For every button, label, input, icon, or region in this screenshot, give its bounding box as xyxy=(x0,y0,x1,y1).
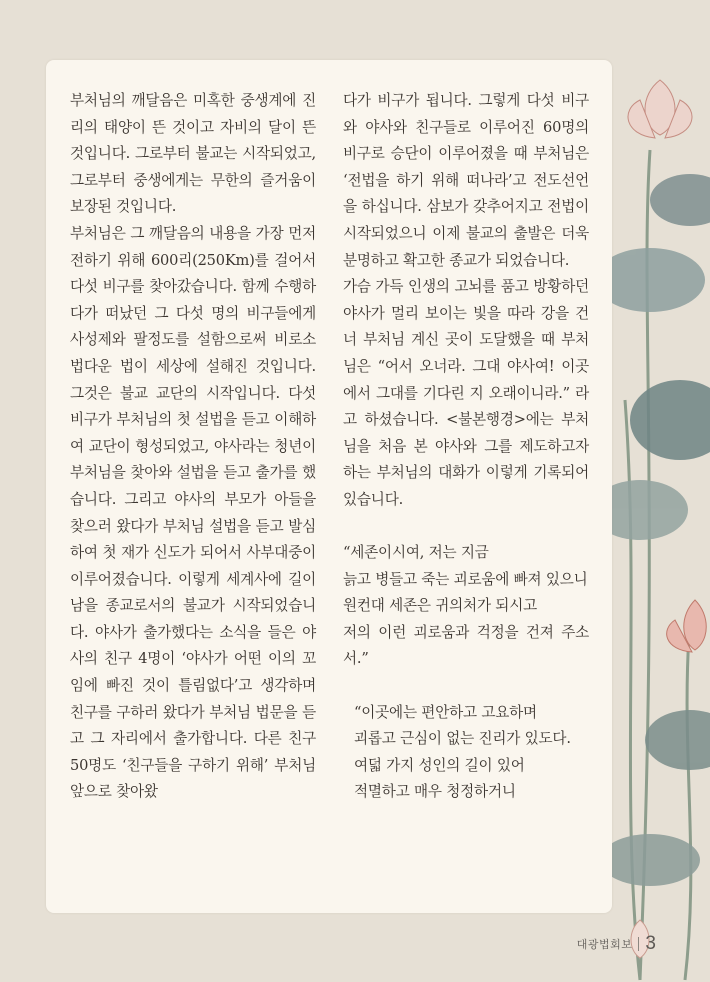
left-column xyxy=(70,88,316,806)
paragraph-3: 다가 비구가 됩니다. 그렇게 다섯 비구와 야사와 친구들로 이루어진 60명의 비구로 승단이 이루어졌을 때 부처님은 ‘전법을 하기 위해 떠나라’고 전도선언을 하십니다. 삼보가 갖추어지고 전법이 시작되었으니 이제 불교의 출발은 더욱 분명하고 확고한 종교가 되었습니다. xyxy=(343,92,589,269)
verse-line: 늙고 병들고 죽는 괴로움에 빠져 있으니 xyxy=(343,570,588,588)
verse-line: 원컨대 세존은 귀의처가 되시고 xyxy=(343,597,537,615)
verse-line: “이곳에는 편안하고 고요하며 xyxy=(354,703,537,721)
verse-line: 저의 이런 괴로움과 걱정을 건져 주소서.” xyxy=(343,623,589,668)
paragraph-2: 부처님은 그 깨달음의 내용을 가장 먼저 전하기 위해 600리(250Km)를 걸어서 다섯 비구를 찾아갔습니다. 함께 수행하다가 떠났던 그 다섯 명의 비구들에게 사성제와 팔정도를 설함으로써 비로소 법다운 법이 세상에 설해진 것입니다. 그것은 불교 교단의 시작입니다. 다섯 비구가 부처님의 첫 설법을 듣고 이해하여 교단이 형성되었고, 야사라는 청년이 부처님을 찾아와 설법을 듣고 출가를 했습니다. 그리고 야사의 부모가 아들을 찾으러 왔다가 부처님 설법을 듣고 발심하여 첫 재가 신도가 되어서 사부대중이 이루어졌습니다. 이렇게 세계사에 길이 남을 종교로서의 불교가 시작되었습니다. 야사가 출가했다는 소식을 들은 야사의 친구 4명이 ‘야사가 어떤 이의 꼬임에 빠진 것이 틀림없다’고 생각하며 친구를 구하러 왔다가 부처님 법문을 듣고 그 자리에서 출가합니다. 다른 친구 50명도 ‘친구들을 구하기 위해’ 부처님 앞으로 찾아왔 xyxy=(70,224,316,801)
verse-line: 여덟 가지 성인의 길이 있어 xyxy=(354,756,525,774)
verse-buddha xyxy=(343,700,589,806)
verse-line: 적멸하고 매우 청정하거니 xyxy=(354,783,516,801)
paragraph-1: 부처님의 깨달음은 미혹한 중생계에 진리의 태양이 뜬 것이고 자비의 달이 뜬 것입니다. 그로부터 불교는 시작되었고, 그로부터 중생에게는 무한의 즐거움이 보장된 것입니다. xyxy=(70,92,316,216)
right-column xyxy=(343,88,589,806)
verse-line: “세존이시여, 저는 지금 xyxy=(343,544,489,562)
verse-yasa xyxy=(343,540,589,673)
page-number: 3 xyxy=(645,933,656,954)
paragraph-4: 가슴 가득 인생의 고뇌를 품고 방황하던 야사가 멀리 보이는 빛을 따라 강을 건너 부처님 계신 곳이 도달했을 때 부처님은 “어서 오너라. 그대 야사여! 이곳에서 그대를 기다린 지 오래이니라.” 라고 하셨습니다. <불본행경>에는 부처님을 처음 본 야사와 그를 제도하고자 하는 부처님의 대화가 이렇게 기록되어 있습니다. xyxy=(343,278,589,508)
verse-line: 괴롭고 근심이 없는 진리가 있도다. xyxy=(354,730,571,748)
publication-name: 대광법회보 xyxy=(576,939,633,951)
footer-divider xyxy=(638,937,639,951)
page-footer xyxy=(577,933,656,955)
